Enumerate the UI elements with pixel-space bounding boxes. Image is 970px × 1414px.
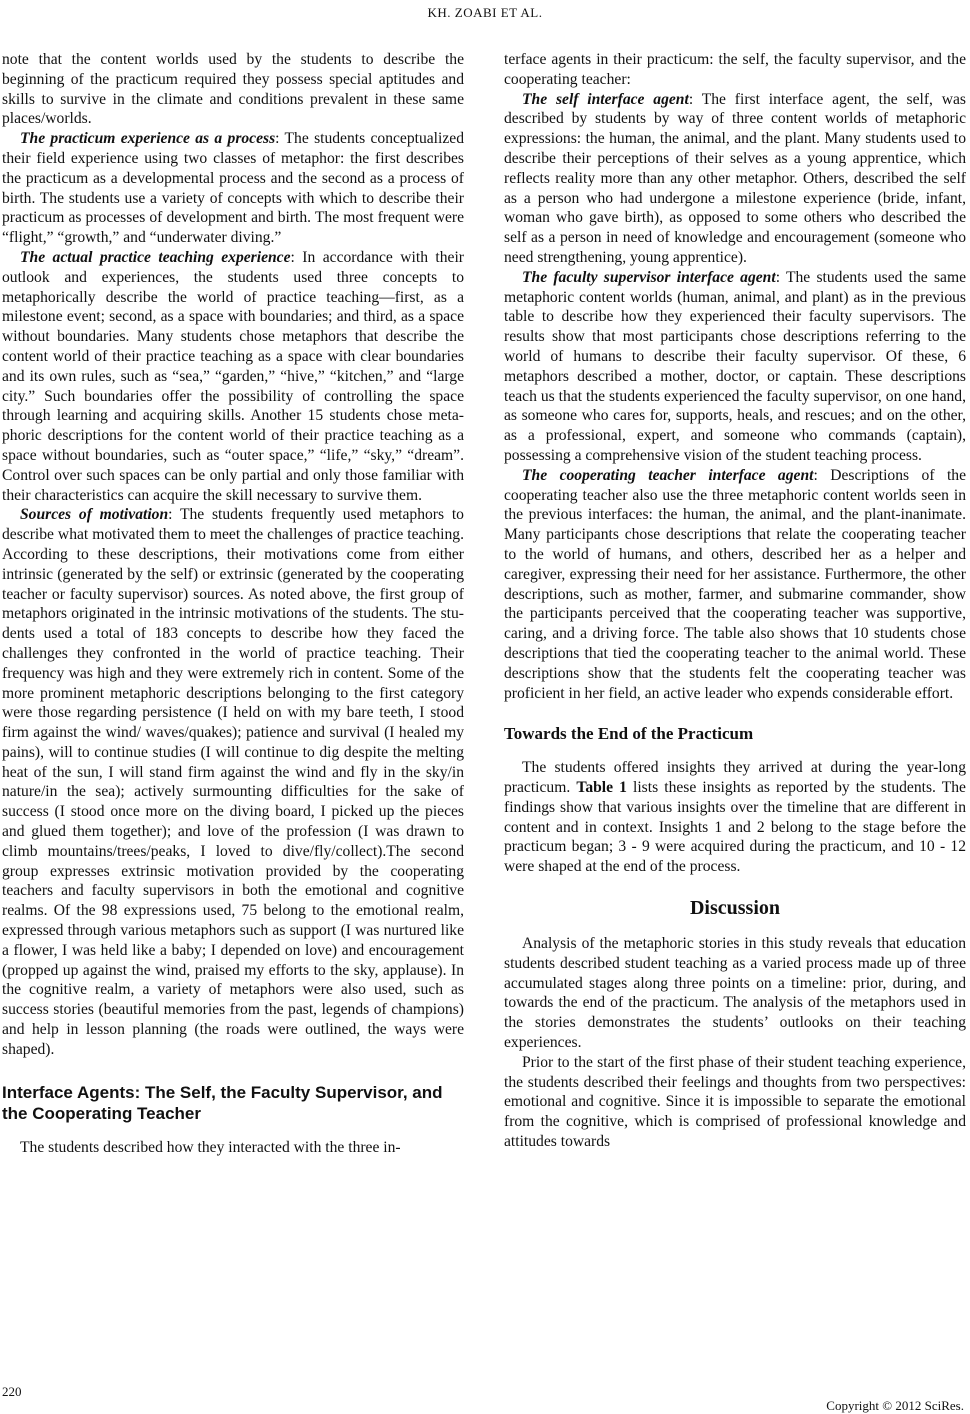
paragraph-lead: The faculty supervisor interface agent <box>522 268 776 286</box>
paragraph-text: : The students used the same metaphoric content worlds (human, animal, and plant) as in the previous table to describe how they experienced their faculty supervisors. The results show that most participants chose descriptions referring to the world of humans to describe their faculty supervisor. Of these, 6 metaphors described a mother, doctor, or captain. These descriptions teach us that the students experienced the faculty supervisor, on one hand, as someone who cares for, supports, heals, and rescues; and on the other, as a professional, expert, and someone who commands (captain), possessing a comprehensive vision of the student teaching process. <box>504 268 967 464</box>
paragraph-lead: The actual practice teaching experience <box>20 248 291 266</box>
paragraph-text: : In accordance with their outlook and experiences, the students used three concepts to metaphorically describe the world of practice teaching—first, as a milestone event; second, as a space with boundaries; and third, as a space without boundaries. Many students chose metaphors that describe the content world of their practice teaching as a space with clear boundaries and its own rules, such as “sea,” “garden,” “hive,” “kitchen,” and “large city.” Such boundaries offer the possibility of controlling the space through learning and acquiring skills. Another 15 students chose metaphoric descriptions for the content world of their practice teaching as a space without boundaries, such as “outer space,” “life,” “sky,” “dream”. Control over such spaces can be only partial and only those familiar with their characteristics can acquire the skill necessary to survive them. <box>2 248 464 504</box>
paragraph <box>504 934 966 1053</box>
paragraph <box>2 248 464 505</box>
paragraph-text: : The students conceptualized their field experience using two classes of metaphor: the first describes the practicum as a developmental process and the second as a process of birth. The students use a variety of concepts with which to describe their practicum as processes of development and birth. The most frequent were “flight,” “growth,” and “underwater diving.” <box>2 130 464 247</box>
paragraph <box>2 1138 464 1158</box>
paragraph-lead: The practicum experience as a process <box>20 130 276 148</box>
paragraph-text: note that the content worlds used by the students to describe the beginning of the practicum required they possess special aptitudes and skills to survive in the climate and conditions prevalent in these same places/worlds. <box>2 51 464 128</box>
left-column <box>2 50 464 1157</box>
section-title: Discussion <box>689 897 781 920</box>
paragraph <box>504 466 966 704</box>
paragraph <box>504 1053 966 1152</box>
paragraph <box>2 505 464 1059</box>
table-reference: Table 1 <box>576 779 627 797</box>
paragraph-lead: The self interface agent <box>522 90 689 108</box>
paragraph-text: terface agents in their practicum: the self, the faculty supervisor, and the cooperating teacher: <box>504 51 966 88</box>
paragraph-text: The students described how they interacted with the three in- <box>20 1138 401 1156</box>
paragraph-text: : Descriptions of the cooperating teacher also use the three metaphoric content worlds seen in the previous interfaces: the human, the animal, and the plant-inanimate. Many participants chose descriptions that relate the cooperating teacher to the world of humans, and others, described her as a helper and caregiver, expressing their need for her assistance. Furthermore, the other descriptions, such as mother, farmer, and submarine commander, show the participants perceived that the cooperating teacher was supportive, caring, and a driving force. The table also shows that 10 students chose descriptions that tied the cooperating teacher to the animal world. These descriptions show that the students felt the cooperating teacher was proficient in her field, an active leader who expends considerable effort. <box>504 466 967 702</box>
paragraph <box>504 268 966 466</box>
paragraph-text: : The students frequently used metaphors to describe what motivated them to meet the challenges of practice teaching. According to these descriptions, their motivations come from either intrinsic (generated by the self) or extrinsic (generated by the cooperating teacher or faculty supervisor) sources. As noted above, the first group of metaphors originated in the intrinsic motivations of the students. The students used a total of 183 concepts to describe how they faced the challenges they confronted in the world of practice teaching. Their frequency was high and they were extremely rich in content. Some of the more prominent metaphoric descriptions belonging to the first category were those regarding persistence (I held on with my bare teeth, I stood firm against the wind/ waves/quakes); patience and survival (I healed my pains), will to continue studies (I will continue to dig despite the melting heat of the sun, I will stand firm against the wind and fly in the sky/in nature/in the sea); actively surmounting difficulties for the sake of success (I stood once more on the diving board, I picked up the pieces and glued them together); and love of the profession (I was drawn to climb mountains/trees/peaks, I loved to dive/fly/collect).The second group expresses extrinsic motivation provided by the cooperating teachers and faculty supervisors in both the emotional and cognitive realms. Of the 98 expressions used, 75 belong to the emotional realm, expressed through various metaphors such as support (I was nurtured like a flower, I was held like a baby; I depended on love) and encouragement (propped up against the wind, praised my efforts to the sky, applause). In the cognitive realm, a variety of metaphors were also used, such as success stories (beautiful memories from the past, legends of champions) and help in lesson planning (the roads were outlined, the ways were shaped). <box>2 506 464 1058</box>
page-number: 220 <box>2 1384 22 1399</box>
paragraph-text: lists these insights as reported by the students. The findings show that various insights over the timeline that are different in content and in context. Insights 1 and 2 belong to the stage before the practicum began; 3 - 9 were acquired during the practicum, and 10 - 12 were shaped at the end of the process. <box>504 779 966 876</box>
copyright-notice: Copyright © 2012 SciRes. <box>826 1398 964 1413</box>
running-head: KH. ZOABI ET AL. <box>427 5 543 20</box>
paragraph-text: : The first interface agent, the self, was described by students by way of three content worlds of metaphoric expressions: the human, the animal, and the plant. Many students used to describe their perceptions of their selves as a young apprentice, which reflects reality more than any other metaphor. Others, described the self as a person who had undergone a milestone experience (bride, infant, woman who gave birth), as opposed to some others who described the self as a person in need of knowledge and encouragement (someone who need strengthening, young apprentice). <box>504 90 966 266</box>
paragraph <box>504 90 966 268</box>
paragraph-lead: The cooperating teacher interface agent <box>522 466 814 484</box>
paragraph-text: The students offered insights they arrived at during the year-long practicum. <box>504 759 966 797</box>
right-column <box>504 50 966 1152</box>
paragraph <box>504 758 966 877</box>
paragraph-text: Analysis of the metaphoric stories in this study reveals that education students described student teaching as a varied process made up of three accumulated stages along three points on a timeline: prior, during, and towards the end of the practicum. The analysis of the metaphors used in the stories demonstrates the students’ outlooks on their teaching experiences. <box>504 935 966 1052</box>
paragraph-lead: Sources of motivation <box>20 506 169 524</box>
paragraph <box>2 129 464 248</box>
paragraph-text: Prior to the start of the first phase of their student teaching experience, the students described their feelings and thoughts from two perspectives: emotional and cognitive. Since it is impossible to separate the emotional from the cognitive, which is comprised of professional knowledge and attitudes towards <box>504 1053 966 1151</box>
paragraph <box>2 50 464 129</box>
section-heading: Interface Agents: The Self, the Faculty Supervisor, and the Cooperating Teacher <box>2 1082 443 1123</box>
paragraph <box>504 50 966 90</box>
section-heading: Towards the End of the Practicum <box>504 724 754 744</box>
